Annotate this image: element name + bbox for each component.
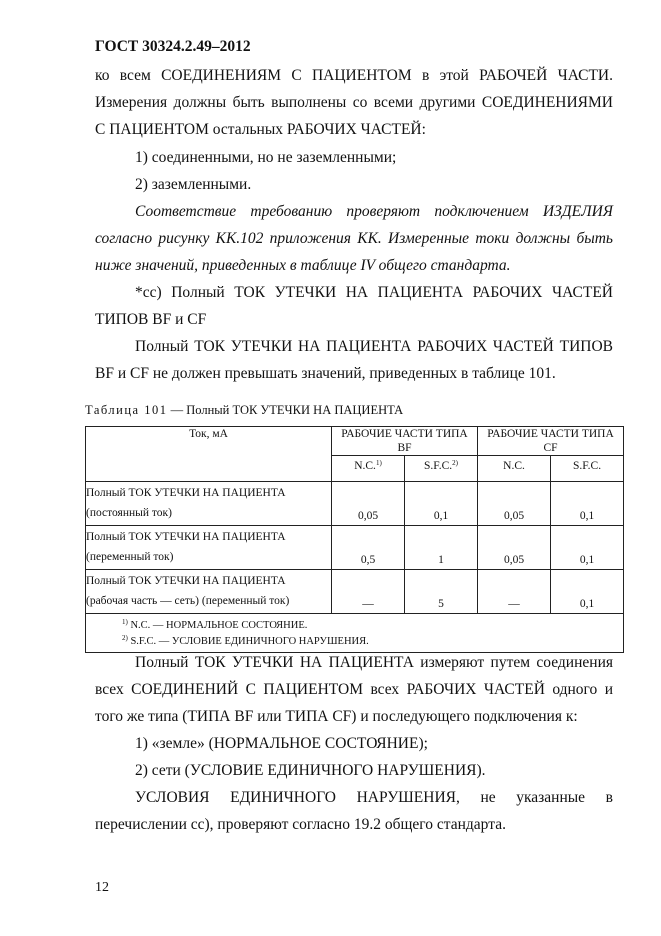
para3-line2: всех СОЕДИНЕНИЙ С ПАЦИЕНТОМ всех РАБОЧИХ ЧАСТЕЙ одного и (95, 681, 613, 698)
para1-line2: Измерения должны быть выполнены со всеми другими СОЕДИНЕНИЯМИ (95, 94, 613, 111)
cell-bf-sfc: 1 (405, 526, 478, 570)
para4-line1: УСЛОВИЯ ЕДИНИЧНОГО НАРУШЕНИЯ, не указанные в (135, 789, 613, 806)
table-footnotes (86, 614, 624, 653)
cell-cf-nc: 0,05 (478, 526, 551, 570)
sub-header-cf-nc: N.C. (478, 456, 551, 482)
cell-cf-sfc: 0,1 (551, 570, 624, 614)
para2-line1: Полный ТОК УТЕЧКИ НА ПАЦИЕНТА РАБОЧИХ ЧАСТЕЙ ТИПОВ (135, 338, 613, 355)
footnote-2: $^{2)}$ S.F.C. — УСЛОВИЕ ЕДИНИЧНОГО НАРУШЕНИЯ. (122, 634, 369, 647)
row-label: Полный ТОК УТЕЧКИ НА ПАЦИЕНТА (переменный ток) (86, 526, 332, 570)
compliance-line2: согласно рисунку КК.102 приложения КК. Измеренные токи должны быть (95, 230, 613, 247)
table-caption-text: — Полный ТОК УТЕЧКИ НА ПАЦИЕНТА (167, 403, 404, 417)
cell-bf-nc: 0,5 (332, 526, 405, 570)
group-header-bf: РАБОЧИЕ ЧАСТИ ТИПА BF (332, 427, 478, 456)
para1-line3: С ПАЦИЕНТОМ остальных РАБОЧИХ ЧАСТЕЙ: (95, 121, 426, 138)
row-label: Полный ТОК УТЕЧКИ НА ПАЦИЕНТА (постоянный ток) (86, 482, 332, 526)
list2-item1: 1) «земле» (НОРМАЛЬНОЕ СОСТОЯНИЕ); (135, 735, 428, 752)
table-row (86, 526, 624, 570)
document-header: ГОСТ 30324.2.49–2012 (95, 38, 251, 55)
cell-bf-sfc: 5 (405, 570, 478, 614)
para2-line2: BF и CF не должен превышать значений, приведенных в таблице 101. (95, 365, 556, 382)
list2-item2: 2) сети (УСЛОВИЕ ЕДИНИЧНОГО НАРУШЕНИЯ). (135, 762, 486, 779)
item-cc-line2: ТИПОВ BF и CF (95, 311, 207, 328)
table-caption-label: Таблица 101 (85, 403, 168, 417)
leakage-current-table (85, 426, 624, 653)
sub-header-bf-nc: N.C.$^{1)}$ (332, 456, 405, 482)
cell-bf-sfc: 0,1 (405, 482, 478, 526)
page-number: 12 (95, 880, 109, 895)
table-row (86, 570, 624, 614)
item-cc-line1: *cc) Полный ТОК УТЕЧКИ НА ПАЦИЕНТА РАБОЧИХ ЧАСТЕЙ (135, 284, 613, 301)
para4-line2: перечислении cc), проверяют согласно 19.2 общего стандарта. (95, 816, 506, 833)
cell-bf-nc: 0,05 (332, 482, 405, 526)
footnote-1: $^{1)}$ N.C. — НОРМАЛЬНОЕ СОСТОЯНИЕ. (122, 618, 308, 631)
col-header-current: Ток, мА (86, 427, 332, 482)
cell-cf-nc: 0,05 (478, 482, 551, 526)
cell-bf-nc: — (332, 570, 405, 614)
row-label: Полный ТОК УТЕЧКИ НА ПАЦИЕНТА (рабочая часть — сеть) (переменный ток) (86, 570, 332, 614)
cell-cf-nc: — (478, 570, 551, 614)
compliance-line3: ниже значений, приведенных в таблице IV общего стандарта. (95, 257, 511, 274)
group-header-cf: РАБОЧИЕ ЧАСТИ ТИПА CF (478, 427, 624, 456)
list1-item2: 2) заземленными. (135, 176, 252, 193)
cell-cf-sfc: 0,1 (551, 526, 624, 570)
para3-line1: Полный ТОК УТЕЧКИ НА ПАЦИЕНТА измеряют путем соединения (135, 654, 613, 671)
para3-line3: того же типа (ТИПА BF или ТИПА CF) и последующего подключения к: (95, 708, 578, 725)
sub-header-bf-sfc: S.F.C.$^{2)}$ (405, 456, 478, 482)
table-caption (85, 403, 403, 418)
table-row (86, 482, 624, 526)
list1-item1: 1) соединенными, но не заземленными; (135, 149, 397, 166)
cell-cf-sfc: 0,1 (551, 482, 624, 526)
sub-header-cf-sfc: S.F.C. (551, 456, 624, 482)
para1-line1: ко всем СОЕДИНЕНИЯМ С ПАЦИЕНТОМ в этой РАБОЧЕЙ ЧАСТИ. (95, 67, 613, 84)
compliance-line1: Соответствие требованию проверяют подключением ИЗДЕЛИЯ (135, 203, 613, 220)
